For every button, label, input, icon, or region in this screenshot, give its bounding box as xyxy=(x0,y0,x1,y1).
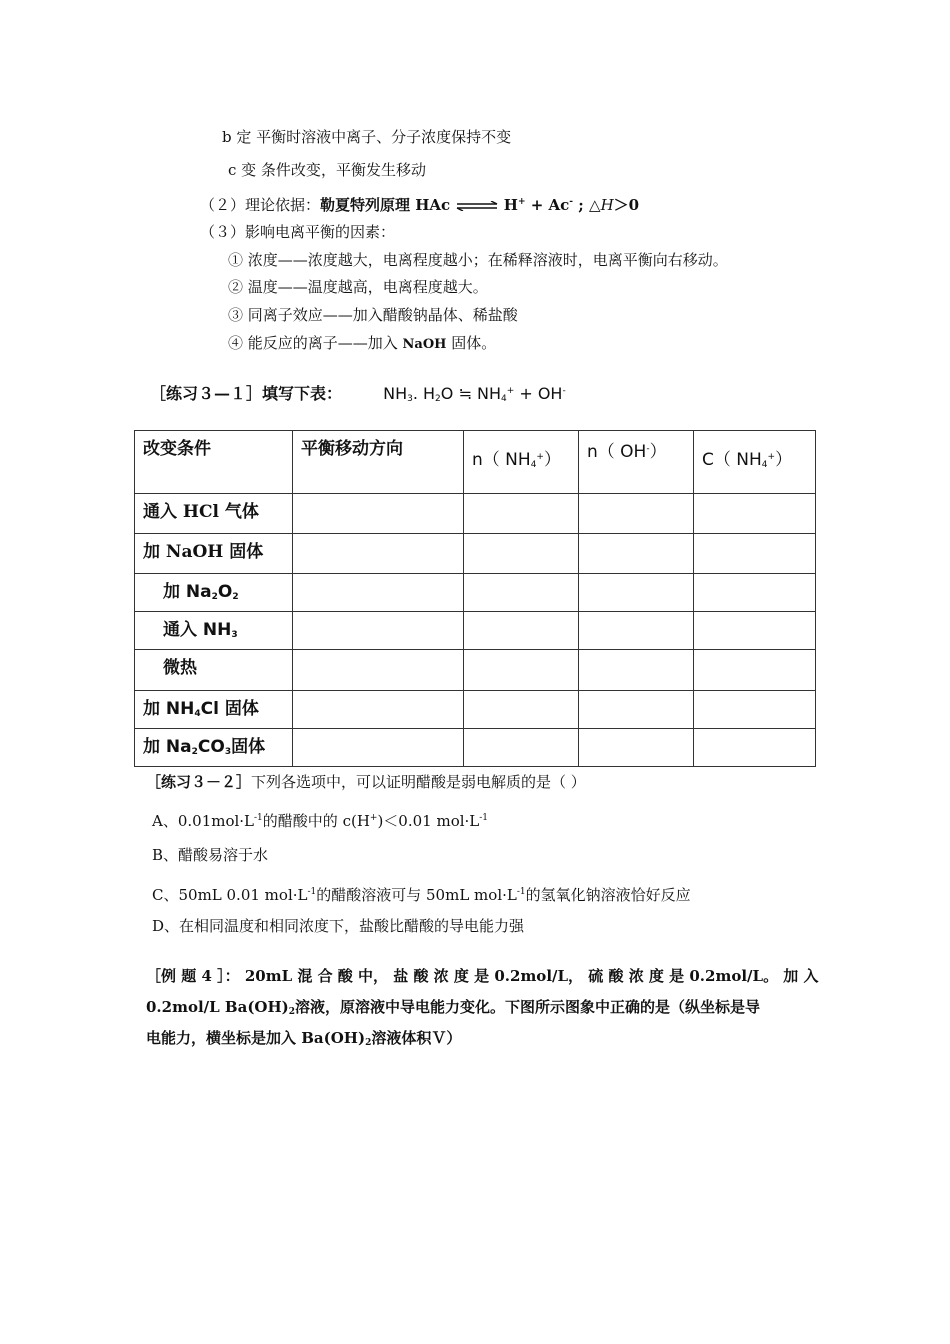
row-condition: 加 $Na_2O_2$ xyxy=(135,574,293,612)
answer-cell[interactable] xyxy=(464,534,579,574)
row-condition: 加 $NH_4Cl$ 固体 xyxy=(135,691,293,729)
answer-cell[interactable] xyxy=(293,691,464,729)
answer-cell[interactable] xyxy=(579,691,694,729)
option-d[interactable]: D、在相同温度和相同浓度下，盐酸比醋酸的导电能力强 xyxy=(152,917,525,935)
option-c[interactable]: C、50mL 0.01 $mol\cdot L^{-1}$的醋酸溶液可与 50mL $mol\cdot L^{-1}$的氢氧化钠溶液恰好反应 xyxy=(152,886,691,904)
answer-cell[interactable] xyxy=(293,574,464,612)
table-row xyxy=(135,574,816,612)
example-4-line-2: 0.2mol/L $Ba(OH)_2$溶液，原溶液中导电能力变化。下图所示图象中正确的是（纵坐标是导 xyxy=(146,998,761,1017)
factors-title: （３）影响电离平衡的因素： xyxy=(200,223,396,241)
factor-item: ② 温度——温度越高，电离程度越大。 xyxy=(228,278,488,296)
answer-cell[interactable] xyxy=(579,650,694,691)
table-row xyxy=(135,729,816,767)
answer-cell[interactable] xyxy=(293,534,464,574)
exercise-3-1-heading xyxy=(150,381,566,409)
exercise-label: ［练习３－２］ xyxy=(146,773,252,791)
answer-cell[interactable] xyxy=(579,729,694,767)
answer-cell[interactable] xyxy=(579,612,694,650)
answer-cell[interactable] xyxy=(293,729,464,767)
row-condition: 加 NaOH 固体 xyxy=(135,534,293,574)
principle-b-line: b 定 平衡时溶液中离子、分子浓度保持不变 xyxy=(222,128,512,146)
factor-item: ④ 能反应的离子——加入 NaOH 固体。 xyxy=(228,334,497,352)
answer-cell[interactable] xyxy=(694,574,816,612)
table-row xyxy=(135,494,816,534)
factor-item: ③ 同离子效应——加入醋酸钠晶体、稀盐酸 xyxy=(228,306,518,324)
answer-cell[interactable] xyxy=(579,574,694,612)
table-row xyxy=(135,650,816,691)
answer-cell[interactable] xyxy=(694,691,816,729)
answer-cell[interactable] xyxy=(694,534,816,574)
answer-cell[interactable] xyxy=(464,494,579,534)
example-4-line-3: 电能力，横坐标是加入 $Ba(OH)_2$溶液体积Ｖ） xyxy=(146,1029,462,1048)
answer-cell[interactable] xyxy=(464,691,579,729)
option-a[interactable]: A、$0.01mol\cdot L^{-1}$的醋酸中的 c(H+)＜0.01 $mol\cdot L^{-1}$ xyxy=(152,812,489,830)
exercise-3-2-question: ［练习３－２］下列各选项中，可以证明醋酸是弱电解质的是（ ） xyxy=(146,773,586,791)
ammonia-equation: $NH_3$. $H_2O$ ≒ $NH_4^+ + OH^-$ xyxy=(383,384,566,404)
answer-cell[interactable] xyxy=(694,494,816,534)
table-header-row xyxy=(135,431,816,494)
header-n-oh: n（ OH-） xyxy=(579,431,694,494)
row-condition: 微热 xyxy=(135,650,293,691)
answer-cell[interactable] xyxy=(694,650,816,691)
header-n-nh4: n（ $NH_4^+$） xyxy=(464,431,579,494)
table-row xyxy=(135,534,816,574)
answer-cell[interactable] xyxy=(694,729,816,767)
theory-products: H xyxy=(503,196,518,214)
exercise-label: ［练习３—１］填写下表： xyxy=(150,384,343,403)
principle-c-line: c 变 条件改变，平衡发生移动 xyxy=(228,161,426,179)
answer-cell[interactable] xyxy=(293,612,464,650)
answer-cell[interactable] xyxy=(293,494,464,534)
theory-principle: 勒夏特列原理 HAc xyxy=(320,196,451,214)
answer-cell[interactable] xyxy=(464,612,579,650)
header-direction: 平衡移动方向 xyxy=(293,431,464,494)
equilibrium-shift-table xyxy=(134,430,816,767)
header-c-nh4: C（ $NH_4^+$） xyxy=(694,431,816,494)
theory-prefix: （２）理论依据： xyxy=(200,196,321,214)
answer-cell[interactable] xyxy=(464,729,579,767)
answer-cell[interactable] xyxy=(464,574,579,612)
row-condition: 通入 $NH_3$ xyxy=(135,612,293,650)
answer-cell[interactable] xyxy=(464,650,579,691)
equilibrium-arrow-icon xyxy=(455,201,499,211)
row-condition: 加 $Na_2CO_3$固体 xyxy=(135,729,293,767)
answer-cell[interactable] xyxy=(694,612,816,650)
option-b[interactable]: B、醋酸易溶于水 xyxy=(152,846,269,864)
table-row xyxy=(135,612,816,650)
factor-item: ① 浓度——浓度越大，电离程度越小；在稀释溶液时，电离平衡向右移动。 xyxy=(228,251,728,269)
answer-cell[interactable] xyxy=(293,650,464,691)
header-condition: 改变条件 xyxy=(135,431,293,494)
answer-cell[interactable] xyxy=(579,494,694,534)
answer-cell[interactable] xyxy=(579,534,694,574)
row-condition: 通入 HCl 气体 xyxy=(135,494,293,534)
example-4-line-1: ［例 题 4 ］： 20mL 混 合 酸 中， 盐 酸 浓 度 是 0.2mol/L， 硫 酸 浓 度 是 0.2mol/L。 加 入 xyxy=(146,967,819,985)
theory-line: （２）理论依据：勒夏特列原理 HAc H+ + Ac- ; △H＞0 xyxy=(200,196,640,214)
table-row xyxy=(135,691,816,729)
